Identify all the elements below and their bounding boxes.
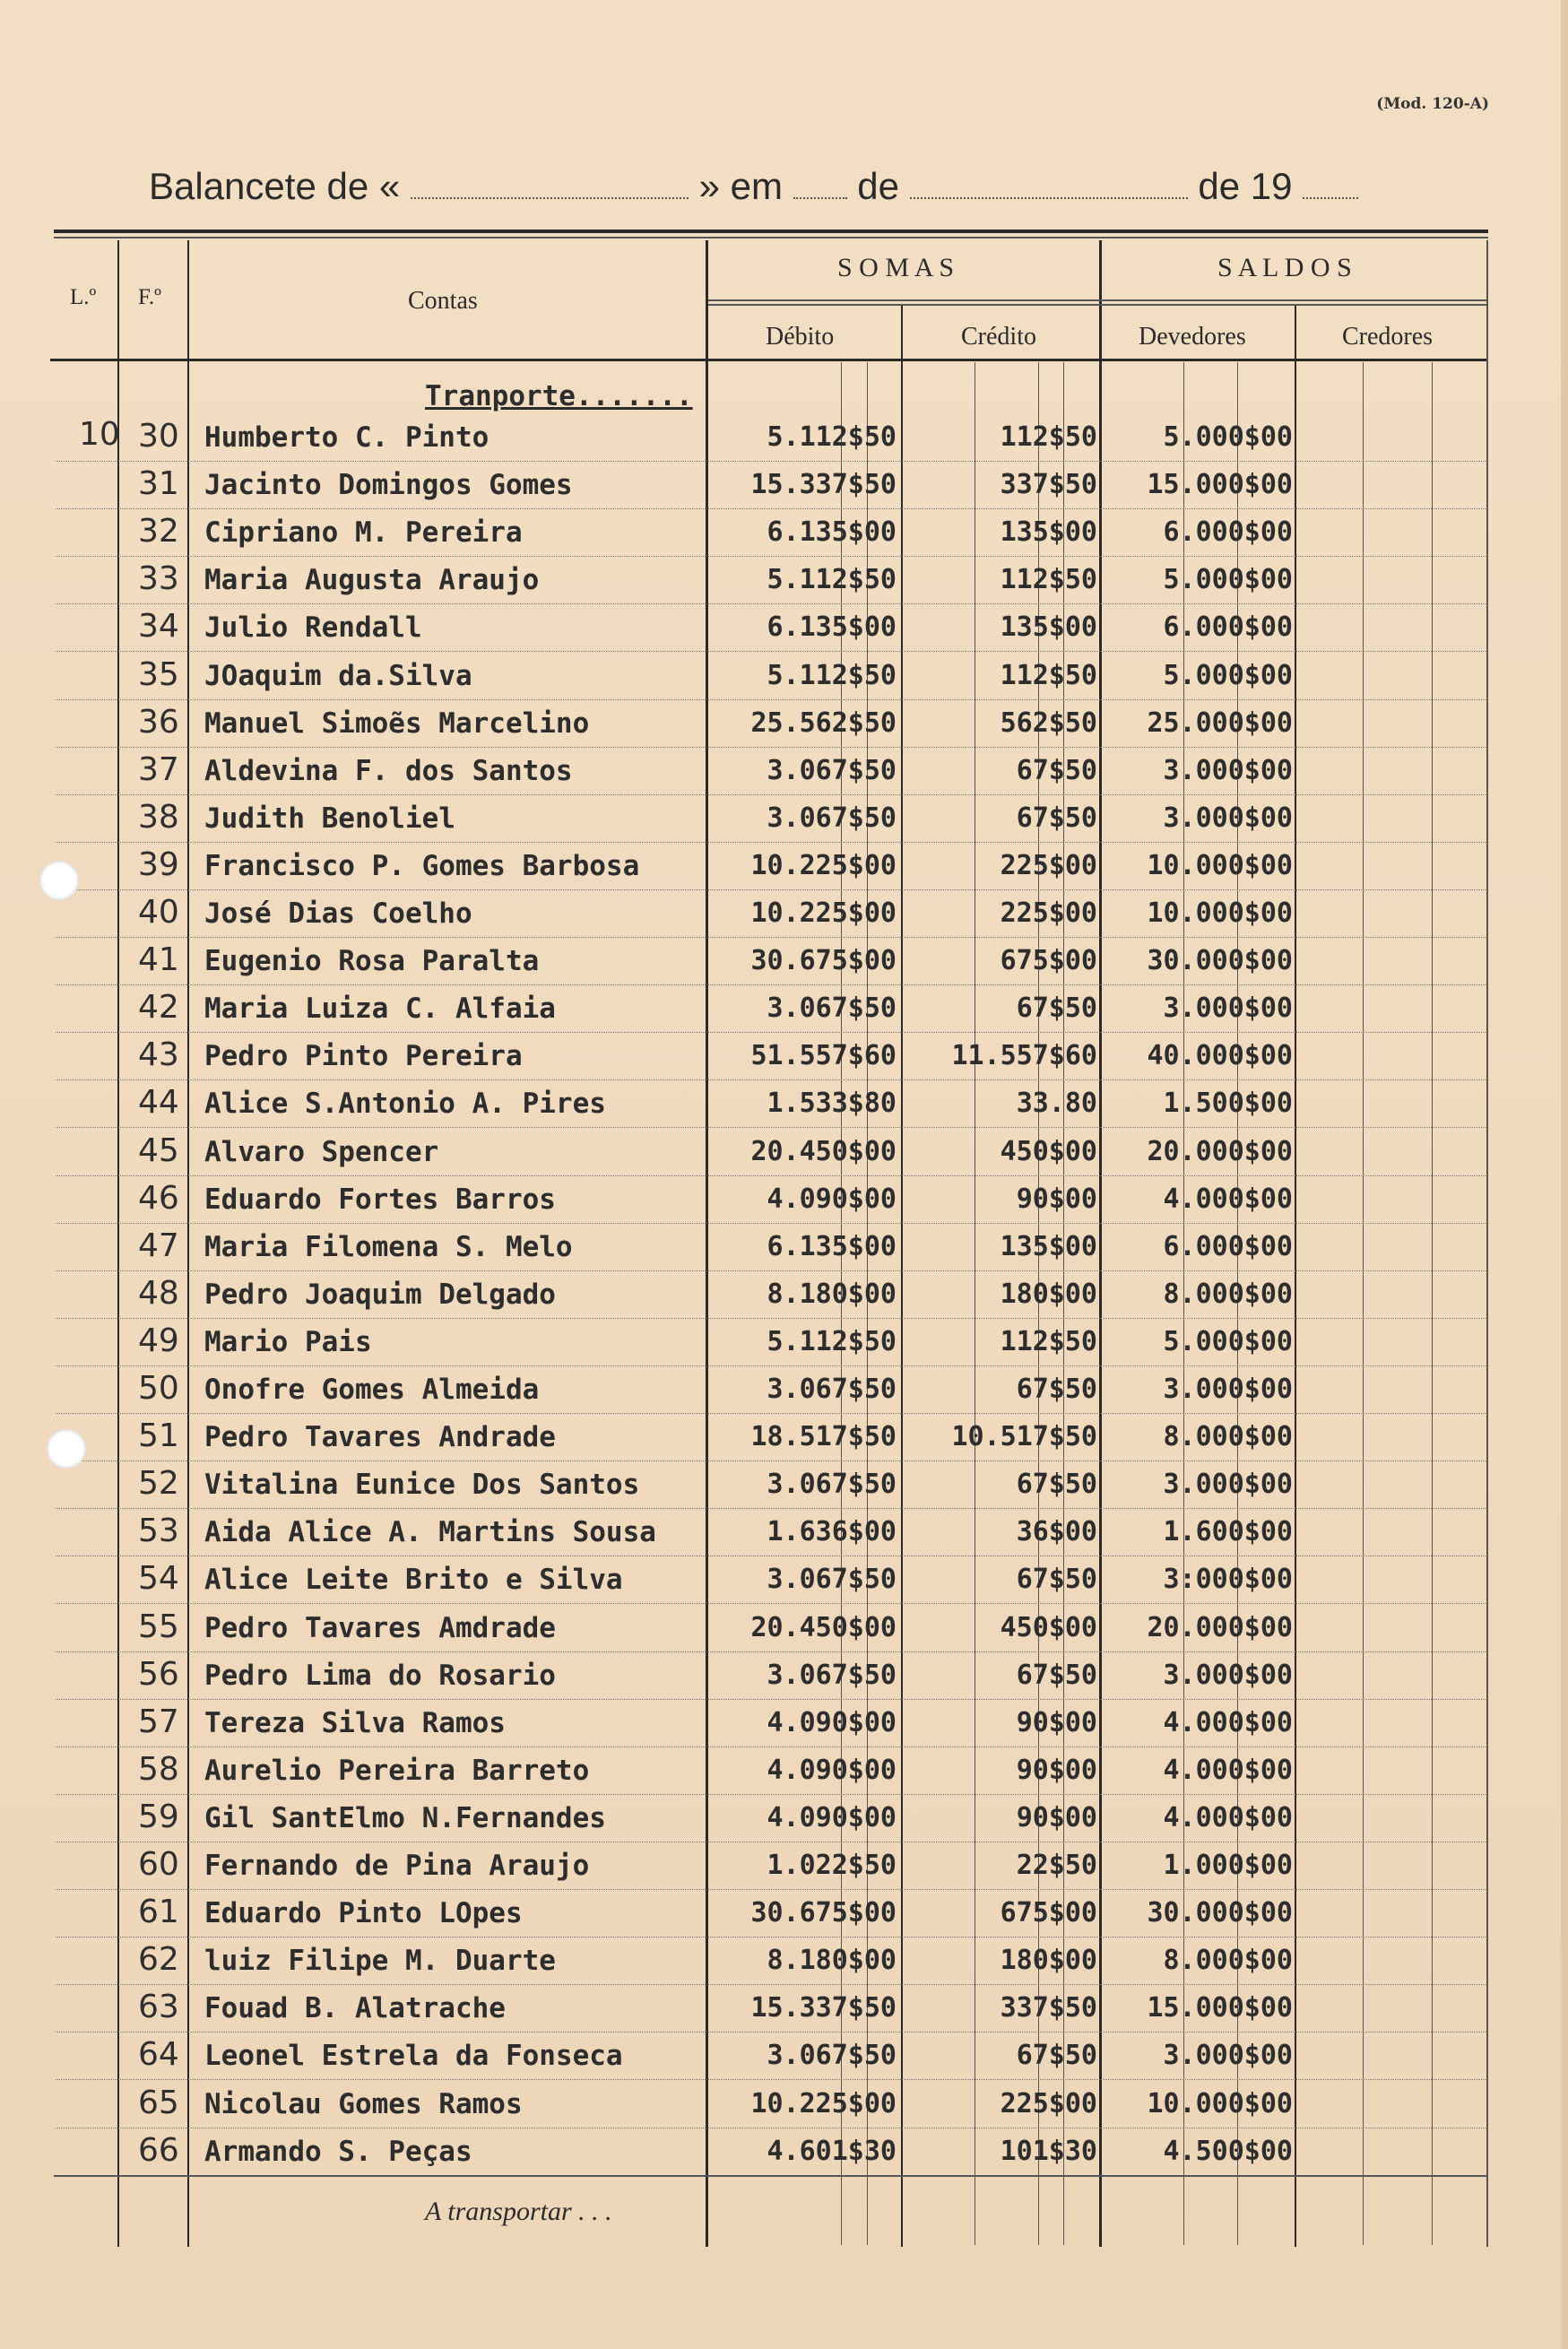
header-contas: Contas (408, 287, 478, 315)
account-name: Pedro Pinto Pereira (204, 1040, 523, 1073)
credit-value: 450$00 (1000, 1611, 1097, 1643)
account-name: Maria Augusta Araujo (204, 564, 540, 597)
title-de: de (857, 165, 899, 207)
account-name: Jacinto Domingos Gomes (204, 469, 573, 502)
transporte-label: Tranporte....... (425, 380, 693, 412)
debtor-balance: 1.600$00 (1163, 1516, 1293, 1548)
debit-value: 1.636$00 (767, 1516, 897, 1548)
debit-value: 3.067$50 (767, 992, 897, 1025)
credit-value: 450$00 (1000, 1135, 1097, 1167)
account-name: Fouad B. Alatrache (204, 1992, 506, 2025)
account-name: Nicolau Gomes Ramos (204, 2087, 523, 2120)
folio-number: 38 (138, 798, 179, 836)
folio-number: 51 (138, 1417, 179, 1455)
debtor-balance: 20.000$00 (1147, 1611, 1293, 1643)
account-name: Mario Pais (204, 1325, 372, 1358)
row-guide-line (56, 461, 1486, 462)
row-guide-line (56, 603, 1486, 604)
account-name: Humberto C. Pinto (204, 421, 489, 454)
debit-value: 5.112$50 (767, 421, 897, 453)
punch-hole-top (39, 861, 79, 900)
row-guide-line (56, 842, 1486, 843)
account-name: Julio Rendall (204, 611, 422, 645)
debtor-balance: 3.000$00 (1163, 2040, 1293, 2072)
folio-number: 30 (138, 418, 179, 455)
credit-value: 67$50 (1016, 802, 1097, 834)
debit-value: 1.533$80 (767, 1088, 897, 1120)
credit-value: 11.557$60 (951, 1040, 1097, 1072)
folio-number: 54 (138, 1560, 179, 1598)
debit-value: 30.675$00 (750, 1897, 897, 1929)
row-guide-line (56, 1699, 1486, 1700)
header-credito: Crédito (961, 323, 1036, 351)
debtor-balance: 6.000$00 (1163, 1230, 1293, 1262)
row-guide-line (56, 1175, 1486, 1176)
header-credores: Credores (1342, 323, 1434, 351)
account-name: Alice Leite Brito e Silva (204, 1564, 623, 1597)
folio-number: 59 (138, 1798, 179, 1835)
row-guide-line (56, 984, 1486, 985)
header-saldos: S A L D O S (1217, 253, 1352, 282)
debtor-balance: 8.000$00 (1163, 1945, 1293, 1977)
form-model-code: (Mod. 120-A) (1376, 95, 1489, 113)
title-year: de 19 (1198, 165, 1293, 207)
header-livro: L.º (70, 285, 97, 309)
folio-number: 50 (138, 1370, 179, 1407)
debit-value: 20.450$00 (750, 1135, 897, 1167)
account-name: Judith Benoliel (204, 802, 455, 835)
folio-number: 55 (138, 1608, 179, 1645)
folio-number: 31 (138, 465, 179, 503)
debtor-balance: 8.000$00 (1163, 1278, 1293, 1310)
account-name: JOaquim da.Silva (204, 659, 472, 692)
folio-number: 42 (138, 989, 179, 1027)
debtor-balance: 10.000$00 (1147, 849, 1293, 881)
debit-value: 3.067$50 (767, 2040, 897, 2072)
folio-number: 43 (138, 1036, 179, 1074)
debit-value: 3.067$50 (767, 1374, 897, 1405)
credit-value: 33.80 (1016, 1088, 1097, 1120)
debtor-balance: 3.000$00 (1163, 1659, 1293, 1691)
credit-value: 36$00 (1016, 1516, 1097, 1548)
row-guide-line (56, 937, 1486, 938)
footer-a-transportar: A transportar . . . (425, 2197, 612, 2226)
debtor-balance: 5.000$00 (1163, 421, 1293, 453)
debtor-balance: 40.000$00 (1147, 1040, 1293, 1072)
row-guide-line (56, 1318, 1486, 1319)
col-line-livro (117, 240, 119, 2247)
top-rule (54, 230, 1488, 233)
debit-value: 10.225$00 (750, 897, 897, 929)
account-name: Pedro Tavares Andrade (204, 1421, 556, 1454)
account-name: Manuel Simoẽs Marcelino (204, 706, 590, 740)
header-folha: F.º (138, 285, 161, 309)
row-guide-line (56, 1413, 1486, 1414)
debit-value: 6.135$00 (767, 611, 897, 644)
account-name: Francisco P. Gomes Barbosa (204, 849, 640, 882)
credit-value: 112$50 (1000, 564, 1097, 596)
debit-value: 10.225$00 (750, 2087, 897, 2119)
debtor-balance: 3:000$00 (1163, 1564, 1293, 1596)
account-name: Fernando de Pina Araujo (204, 1850, 590, 1882)
debit-value: 5.112$50 (767, 564, 897, 596)
debtor-balance: 15.000$00 (1147, 469, 1293, 501)
col-line-devedores (1295, 305, 1296, 2247)
header-somas: S O M A S (837, 253, 955, 282)
header-bottom-rule (50, 359, 1486, 361)
row-guide-line (56, 508, 1486, 509)
header-devedores: Devedores (1139, 323, 1246, 351)
debtor-balance: 1.000$00 (1163, 1850, 1293, 1881)
account-name: Pedro Tavares Amdrade (204, 1611, 556, 1644)
debtor-balance: 4.000$00 (1163, 1754, 1293, 1786)
debit-value: 4.601$30 (767, 2135, 897, 2167)
folio-number: 58 (138, 1750, 179, 1788)
debtor-balance: 5.000$00 (1163, 659, 1293, 691)
credit-value: 135$00 (1000, 611, 1097, 644)
debit-value: 6.135$00 (767, 1230, 897, 1262)
credit-value: 112$50 (1000, 421, 1097, 453)
col-line-somas (1099, 240, 1102, 2247)
top-rule-thin (54, 237, 1488, 238)
debit-value: 4.090$00 (767, 1706, 897, 1738)
debtor-balance: 4.000$00 (1163, 1706, 1293, 1738)
row-guide-line (56, 1270, 1486, 1271)
credit-value: 67$50 (1016, 1374, 1097, 1405)
folio-number: 41 (138, 941, 179, 979)
credores-cents-line2 (1432, 362, 1433, 2245)
credit-value: 675$00 (1000, 945, 1097, 977)
debtor-balance: 5.000$00 (1163, 564, 1293, 596)
row-guide-line (56, 747, 1486, 748)
credit-value: 225$00 (1000, 2087, 1097, 2119)
row-guide-line (56, 794, 1486, 795)
credit-value: 90$00 (1016, 1706, 1097, 1738)
somas-saldos-rule2 (708, 304, 1486, 306)
paper-edge (1561, 0, 1568, 2349)
debit-value: 5.112$50 (767, 1325, 897, 1357)
account-name: Pedro Lima do Rosario (204, 1659, 556, 1692)
credit-value: 337$50 (1000, 469, 1097, 501)
debtor-balance: 30.000$00 (1147, 1897, 1293, 1929)
credores-cents-line (1363, 362, 1364, 2245)
debtor-balance: 6.000$00 (1163, 611, 1293, 644)
col-line-folha (187, 240, 189, 2247)
row-guide-line (56, 651, 1486, 652)
folio-number: 46 (138, 1179, 179, 1217)
folio-number: 36 (138, 703, 179, 741)
row-guide-line (56, 1223, 1486, 1224)
folio-number: 65 (138, 2084, 179, 2121)
debit-value: 6.135$00 (767, 516, 897, 549)
debit-value: 4.090$00 (767, 1183, 897, 1215)
debit-value: 30.675$00 (750, 945, 897, 977)
credit-value: 225$00 (1000, 897, 1097, 929)
title-blank-year (1303, 170, 1358, 199)
row-guide-line (56, 1603, 1486, 1604)
folio-number: 63 (138, 1989, 179, 2026)
folio-number: 56 (138, 1655, 179, 1693)
debit-value: 3.067$50 (767, 1564, 897, 1596)
credit-value: 90$00 (1016, 1754, 1097, 1786)
title-blank-month (910, 170, 1188, 199)
debit-value: 15.337$50 (750, 1992, 897, 2024)
account-name: Tereza Silva Ramos (204, 1706, 506, 1739)
somas-saldos-rule (708, 299, 1486, 301)
row-guide-line (56, 1508, 1486, 1509)
account-name: José Dias Coelho (204, 897, 472, 930)
debtor-balance: 4.000$00 (1163, 1183, 1293, 1215)
credit-value: 112$50 (1000, 659, 1097, 691)
credit-value: 337$50 (1000, 1992, 1097, 2024)
folio-number: 39 (138, 845, 179, 883)
debtor-balance: 4.000$00 (1163, 1801, 1293, 1833)
account-name: Cipriano M. Pereira (204, 516, 523, 550)
debtor-balance: 10.000$00 (1147, 2087, 1293, 2119)
debtor-balance: 3.000$00 (1163, 1374, 1293, 1405)
debtor-balance: 4.500$00 (1163, 2135, 1293, 2167)
debit-value: 8.180$00 (767, 1945, 897, 1977)
folio-number: 61 (138, 1894, 179, 1931)
account-name: Armando S. Peças (204, 2135, 472, 2168)
account-name: Eduardo Pinto LOpes (204, 1897, 523, 1930)
bottom-rule (54, 2175, 1488, 2177)
debtor-balance: 15.000$00 (1147, 1992, 1293, 2024)
account-name: Eduardo Fortes Barros (204, 1183, 556, 1216)
account-name: luiz Filipe M. Duarte (204, 1945, 556, 1978)
folio-number: 53 (138, 1513, 179, 1550)
debtor-balance: 3.000$00 (1163, 802, 1293, 834)
folio-number: 64 (138, 2036, 179, 2074)
account-name: Leonel Estrela da Fonseca (204, 2040, 623, 2073)
account-name: Alvaro Spencer (204, 1135, 439, 1168)
debtor-balance: 3.000$00 (1163, 754, 1293, 786)
credit-value: 10.517$50 (951, 1421, 1097, 1453)
row-guide-line (56, 1794, 1486, 1795)
credit-value: 112$50 (1000, 1325, 1097, 1357)
account-name: Onofre Gomes Almeida (204, 1374, 540, 1406)
row-guide-line (56, 1127, 1486, 1128)
folio-number: 45 (138, 1131, 179, 1169)
folio-number: 35 (138, 655, 179, 693)
title-blank-day (793, 170, 847, 199)
credit-value: 135$00 (1000, 1230, 1097, 1262)
debtor-balance: 30.000$00 (1147, 945, 1293, 977)
debit-value: 20.450$00 (750, 1611, 897, 1643)
folio-number: 33 (138, 560, 179, 598)
debit-value: 10.225$00 (750, 849, 897, 881)
debit-value: 8.180$00 (767, 1278, 897, 1310)
credit-value: 135$00 (1000, 516, 1097, 549)
debit-value: 15.337$50 (750, 469, 897, 501)
credit-value: 90$00 (1016, 1801, 1097, 1833)
account-name: Vitalina Eunice Dos Santos (204, 1469, 640, 1502)
folio-number: 48 (138, 1274, 179, 1312)
credit-value: 67$50 (1016, 2040, 1097, 2072)
debit-value: 4.090$00 (767, 1801, 897, 1833)
debit-value: 3.067$50 (767, 1659, 897, 1691)
header-debito: Débito (766, 323, 835, 351)
account-name: Aurelio Pereira Barreto (204, 1754, 590, 1787)
page-title (149, 165, 1358, 208)
debtor-balance: 3.000$00 (1163, 1469, 1293, 1501)
credit-value: 67$50 (1016, 1564, 1097, 1596)
credit-value: 101$30 (1000, 2135, 1097, 2167)
debtor-balance: 3.000$00 (1163, 992, 1293, 1025)
credit-value: 180$00 (1000, 1278, 1097, 1310)
debit-value: 3.067$50 (767, 802, 897, 834)
punch-hole-bottom (47, 1429, 86, 1469)
debit-value: 5.112$50 (767, 659, 897, 691)
credit-value: 67$50 (1016, 754, 1097, 786)
credit-value: 225$00 (1000, 849, 1097, 881)
account-name: Pedro Joaquim Delgado (204, 1278, 556, 1311)
folio-number: 37 (138, 750, 179, 788)
title-blank-account (411, 170, 689, 199)
folio-number: 32 (138, 513, 179, 550)
credit-value: 67$50 (1016, 1469, 1097, 1501)
debtor-balance: 5.000$00 (1163, 1325, 1293, 1357)
account-name: Maria Filomena S. Melo (204, 1230, 573, 1263)
row-guide-line (56, 889, 1486, 890)
credit-value: 180$00 (1000, 1945, 1097, 1977)
debtor-balance: 10.000$00 (1147, 897, 1293, 929)
title-prefix: Balancete de « (149, 165, 401, 207)
account-name: Maria Luiza C. Alfaia (204, 992, 556, 1026)
debit-value: 1.022$50 (767, 1850, 897, 1881)
debit-value: 3.067$50 (767, 754, 897, 786)
folio-number: 34 (138, 608, 179, 646)
folio-number: 44 (138, 1084, 179, 1122)
folio-number: 52 (138, 1465, 179, 1503)
row-guide-line (56, 1889, 1486, 1890)
folio-number: 66 (138, 2131, 179, 2169)
account-name: Gil SantElmo N.Fernandes (204, 1801, 606, 1834)
row-guide-line (56, 1984, 1486, 1985)
credit-value: 67$50 (1016, 992, 1097, 1025)
row-guide-line (56, 1032, 1486, 1033)
row-guide-line (56, 699, 1486, 700)
credit-value: 67$50 (1016, 1659, 1097, 1691)
row-guide-line (56, 1079, 1486, 1080)
livro-number: 10 (79, 416, 120, 453)
debtor-balance: 20.000$00 (1147, 1135, 1293, 1167)
row-guide-line (56, 2079, 1486, 2080)
debtor-balance: 6.000$00 (1163, 516, 1293, 549)
credit-value: 562$50 (1000, 706, 1097, 739)
account-name: Alice S.Antonio A. Pires (204, 1088, 606, 1121)
account-name: Eugenio Rosa Paralta (204, 945, 540, 978)
credit-value: 22$50 (1016, 1850, 1097, 1881)
row-guide-line (56, 2032, 1486, 2033)
folio-number: 47 (138, 1227, 179, 1264)
debit-value: 51.557$60 (750, 1040, 897, 1072)
folio-number: 62 (138, 1941, 179, 1979)
col-line-debito (901, 305, 903, 2247)
folio-number: 49 (138, 1322, 179, 1359)
folio-number: 40 (138, 894, 179, 931)
col-line-right (1486, 240, 1488, 2247)
row-guide-line (56, 1651, 1486, 1652)
debtor-balance: 1.500$00 (1163, 1088, 1293, 1120)
debtor-balance: 25.000$00 (1147, 706, 1293, 739)
folio-number: 57 (138, 1703, 179, 1740)
row-guide-line (56, 556, 1486, 557)
debit-value: 3.067$50 (767, 1469, 897, 1501)
row-guide-line (56, 1365, 1486, 1366)
debit-value: 18.517$50 (750, 1421, 897, 1453)
credit-value: 90$00 (1016, 1183, 1097, 1215)
folio-number: 60 (138, 1846, 179, 1883)
credit-value: 675$00 (1000, 1897, 1097, 1929)
debit-value: 25.562$50 (750, 706, 897, 739)
debit-value: 4.090$00 (767, 1754, 897, 1786)
account-name: Aldevina F. dos Santos (204, 754, 573, 787)
debtor-balance: 8.000$00 (1163, 1421, 1293, 1453)
title-em: » em (698, 165, 783, 207)
account-name: Aida Alice A. Martins Sousa (204, 1516, 656, 1549)
